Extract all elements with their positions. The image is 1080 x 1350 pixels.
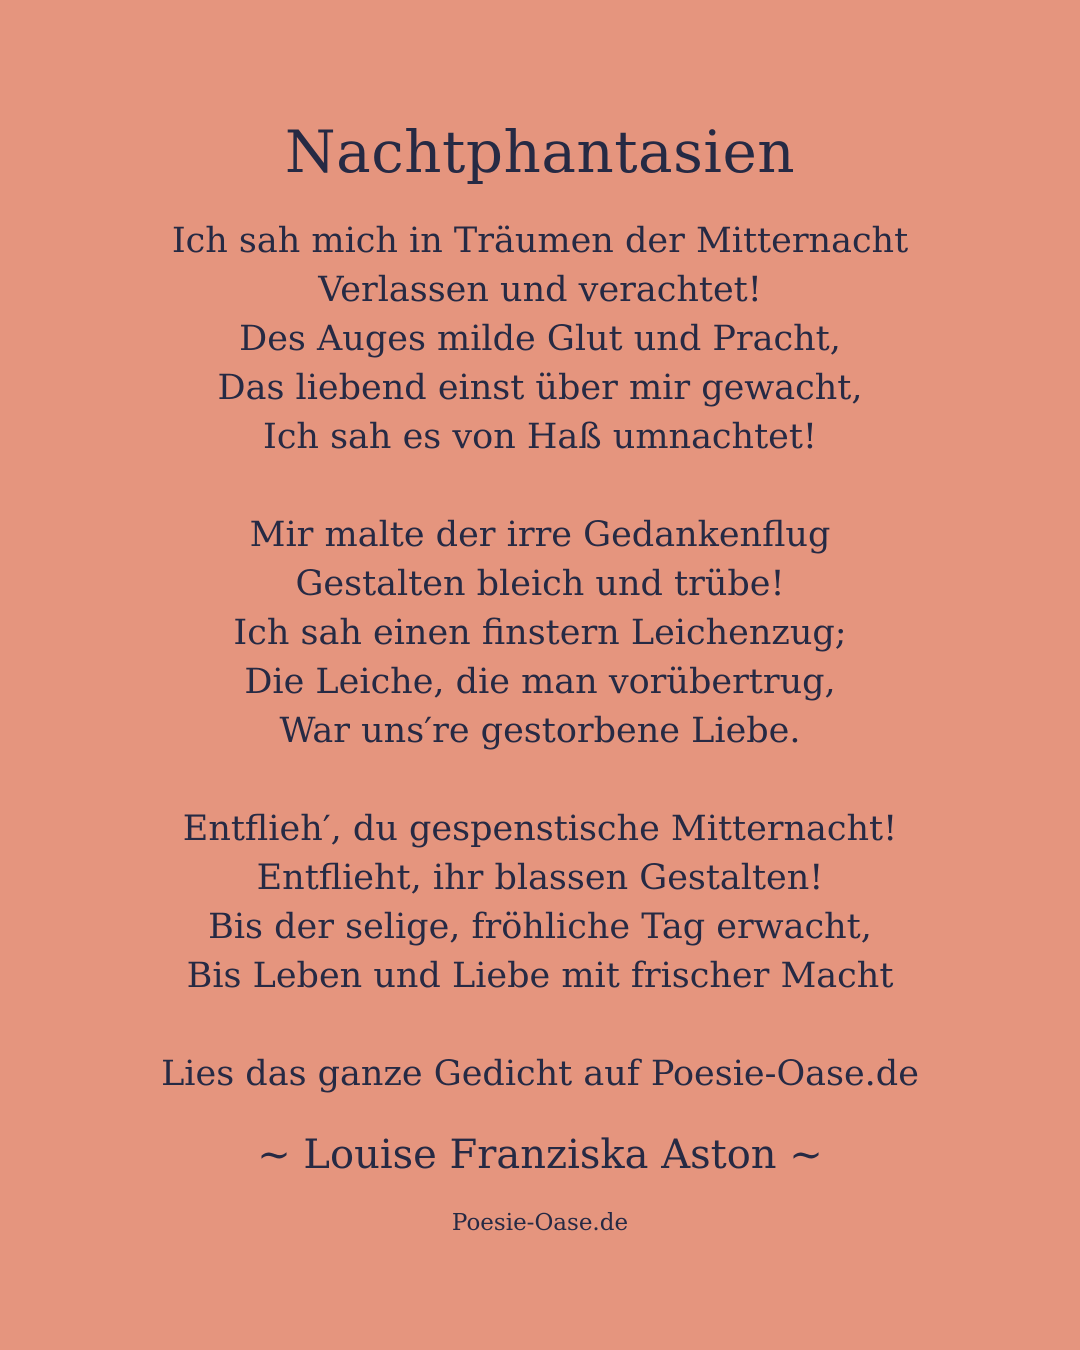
verse-line: Entflieh′, du gespenstische Mitternacht!: [182, 809, 898, 849]
verse-line: Entflieht, ihr blassen Gestalten!: [256, 858, 824, 898]
verse-line: Ich sah einen finstern Leichenzug;: [233, 613, 847, 653]
verse-line: Bis der selige, fröhliche Tag erwacht,: [208, 907, 872, 947]
author-name: ~ Louise Franziska Aston ~: [257, 1132, 823, 1178]
verse-line: Mir malte der irre Gedankenflug: [249, 515, 831, 555]
verse-line: War uns′re gestorbene Liebe.: [279, 711, 801, 751]
verse-line: Die Leiche, die man vorübertrug,: [244, 662, 836, 702]
verse-line: Ich sah mich in Träumen der Mitternacht: [171, 221, 909, 261]
verse-line: Das liebend einst über mir gewacht,: [217, 368, 863, 408]
stanza-2: [0, 511, 1080, 756]
stanza-3: [0, 805, 1080, 1001]
read-full-poem-text: Lies das ganze Gedicht auf Poesie-Oase.de: [161, 1054, 919, 1094]
verse-line: Verlassen und verachtet!: [318, 270, 762, 310]
verse-line: Bis Leben und Liebe mit frischer Macht: [186, 956, 894, 996]
site-watermark: Poesie-Oase.de: [451, 1210, 629, 1236]
verse-line: Des Auges milde Glut und Pracht,: [239, 319, 841, 359]
poem-title: Nachtphantasien: [284, 118, 796, 186]
verse-line: Ich sah es von Haß umnachtet!: [263, 417, 817, 457]
verse-line: Gestalten bleich und trübe!: [295, 564, 785, 604]
stanza-1: [0, 217, 1080, 462]
